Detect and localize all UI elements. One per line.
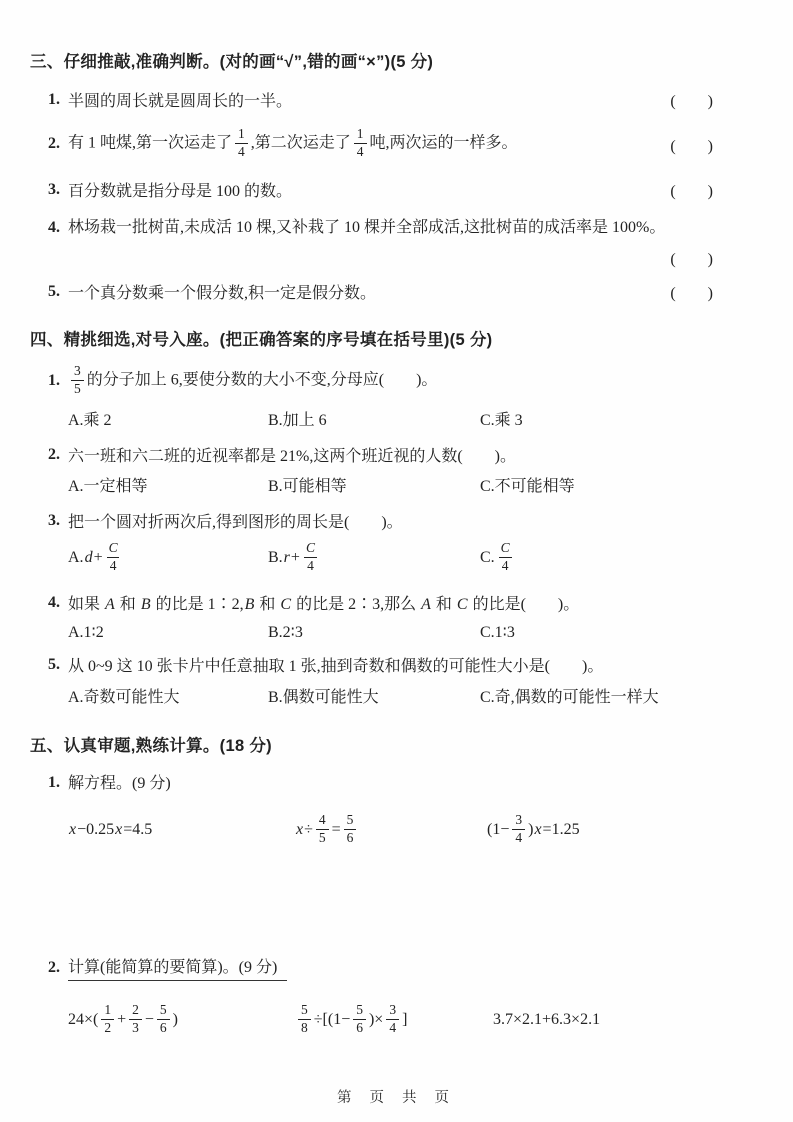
option-b[interactable]: B.偶数可能性大 bbox=[268, 689, 379, 706]
option-a[interactable]: A.乘 2 bbox=[68, 412, 112, 429]
option-c[interactable]: C.乘 3 bbox=[480, 412, 523, 429]
option-b[interactable]: B.可能相等 bbox=[268, 478, 347, 495]
subsection-label: 解方程。(9 分) bbox=[68, 775, 171, 792]
equation-3: (1− $\frac{3}{4}$ ) x =1.25 bbox=[487, 812, 580, 845]
option-b[interactable]: B.加上 6 bbox=[268, 412, 327, 429]
option-c[interactable]: C.奇,偶数的可能性一样大 bbox=[480, 689, 659, 706]
judgment-item-4 bbox=[48, 214, 753, 237]
fraction: $\frac{3}{5}$ bbox=[71, 364, 84, 395]
question-text: 六一班和六二班的近视率都是 21%,这两个班近视的人数( )。 bbox=[68, 448, 516, 465]
fraction: $\frac{5}{6}$ bbox=[353, 1003, 366, 1034]
expressions-row bbox=[68, 994, 763, 1046]
fraction: $\frac{C}{4}$ bbox=[305, 540, 315, 573]
math-variable: C bbox=[456, 596, 468, 613]
question-number: 2. bbox=[48, 445, 60, 463]
question-number: 1. bbox=[48, 372, 60, 389]
fraction: $\frac{5}{6}$ bbox=[344, 813, 357, 844]
fraction: $\frac{1}{4}$ bbox=[354, 127, 367, 158]
math-variable: x bbox=[69, 821, 77, 838]
judgment-item-2 bbox=[48, 121, 713, 167]
answer-bracket[interactable]: ( ) bbox=[670, 93, 713, 110]
judgment-item-5 bbox=[48, 280, 713, 303]
option-c[interactable]: C.1∶3 bbox=[480, 624, 515, 641]
math-variable: A bbox=[105, 596, 115, 613]
equation-2: x ÷ $\frac{4}{5}$ = $\frac{5}{6}$ bbox=[295, 814, 487, 845]
answer-bracket[interactable]: ( ) bbox=[670, 183, 713, 200]
subsection-calculate bbox=[48, 954, 753, 981]
expression-3: 3.7×2.1+6.3×2.1 bbox=[493, 1011, 601, 1028]
fraction: $\frac{3}{4}$ bbox=[386, 1003, 399, 1034]
fraction: $\frac{C}{4}$ bbox=[108, 540, 118, 573]
equation-1: x −0.25 x =4.5 bbox=[69, 821, 153, 838]
item-text: 有 1 吨煤,第一次运走了 $\frac{1}{4}$ ,第二次运走了 $\frac{1}{4}$ 吨,两次运的一样多。 bbox=[68, 126, 518, 159]
option-c[interactable]: C.不可能相等 bbox=[480, 478, 575, 495]
item-text: 林场栽一批树苗,未成活 10 棵,又补栽了 10 棵并全部成活,这批树苗的成活率是 100%。 bbox=[68, 219, 666, 236]
option-a[interactable]: A.奇数可能性大 bbox=[68, 689, 180, 706]
option-a[interactable]: A. d + $\frac{C}{4}$ bbox=[68, 542, 268, 573]
question-text: 把一个圆对折两次后,得到图形的周长是( )。 bbox=[68, 514, 403, 531]
math-variable: x bbox=[296, 821, 304, 838]
choice-question-4 bbox=[48, 591, 753, 614]
answer-bracket[interactable]: ( ) bbox=[670, 137, 713, 155]
item-number: 5. bbox=[48, 282, 60, 300]
options-row bbox=[68, 684, 763, 707]
option-c[interactable]: C. $\frac{C}{4}$ bbox=[480, 542, 763, 573]
fraction: $\frac{1}{2}$ bbox=[101, 1003, 114, 1034]
fraction: $\frac{1}{4}$ bbox=[235, 127, 248, 158]
question-number: 3. bbox=[48, 511, 60, 529]
section-4-title: 四、精挑细选,对号入座。(把正确答案的序号填在括号里)(5 分) bbox=[30, 331, 493, 349]
options-row bbox=[68, 407, 763, 430]
page-footer: 第 页 共 页 bbox=[336, 1090, 457, 1106]
choice-question-3 bbox=[48, 509, 753, 532]
math-variable: B bbox=[244, 596, 255, 613]
math-variable: x bbox=[534, 821, 542, 838]
fraction: $\frac{5}{8}$ bbox=[298, 1003, 311, 1034]
item-number: 3. bbox=[48, 180, 60, 198]
question-text: 从 0~9 这 10 张卡片中任意抽取 1 张,抽到奇数和偶数的可能性大小是( )。 bbox=[68, 658, 604, 675]
options-row bbox=[68, 473, 763, 496]
question-text: 如果 A 和 B 的比是 1∶2,B 和 C 的比是 2∶3,那么 A 和 C 的比是( )。 bbox=[68, 596, 580, 613]
math-variable: r bbox=[283, 549, 290, 566]
question-text: $\frac{3}{5}$ 的分子加上 6,要使分数的大小不变,分母应( )。 bbox=[68, 365, 437, 396]
item-text: 一个真分数乘一个假分数,积一定是假分数。 bbox=[68, 285, 377, 302]
option-a[interactable]: A.1∶2 bbox=[68, 624, 104, 641]
subsection-label: 计算(能简算的要简算)。(9 分) bbox=[68, 954, 287, 981]
answer-bracket[interactable]: ( ) bbox=[670, 251, 713, 268]
fraction: $\frac{3}{4}$ bbox=[512, 813, 525, 844]
item-text: 半圆的周长就是圆周长的一半。 bbox=[68, 93, 293, 110]
fraction: $\frac{2}{3}$ bbox=[129, 1003, 142, 1034]
question-number: 4. bbox=[48, 593, 60, 611]
choice-question-5 bbox=[48, 653, 753, 676]
judgment-item-3 bbox=[48, 178, 713, 201]
math-variable: C bbox=[280, 596, 292, 613]
choice-question-2 bbox=[48, 443, 753, 466]
expression-1: 24×( $\frac{1}{2}$ + $\frac{2}{3}$ − $\frac{5}{6}$ ) bbox=[68, 1002, 178, 1035]
expression-2: $\frac{5}{8}$ ÷[(1− $\frac{5}{6}$ )× $\frac{3}{4}$ ] bbox=[295, 1004, 493, 1035]
fraction: $\frac{5}{6}$ bbox=[157, 1003, 170, 1034]
section-5-title: 五、认真审题,熟练计算。(18 分) bbox=[30, 737, 272, 755]
judgment-item-1 bbox=[48, 88, 713, 111]
equations-row bbox=[68, 805, 763, 855]
subsection-number: 1. bbox=[48, 773, 60, 791]
fraction: $\frac{C}{4}$ bbox=[500, 540, 510, 573]
answer-bracket[interactable]: ( ) bbox=[670, 285, 713, 302]
fraction: $\frac{4}{5}$ bbox=[316, 813, 329, 844]
item-text: 百分数就是指分母是 100 的数。 bbox=[68, 183, 293, 200]
options-row bbox=[68, 622, 763, 642]
subsection-number: 2. bbox=[48, 958, 60, 976]
question-number: 5. bbox=[48, 655, 60, 673]
subsection-solve-equations bbox=[48, 770, 753, 795]
math-variable: d bbox=[84, 549, 93, 566]
item-number: 1. bbox=[48, 90, 60, 108]
option-b[interactable]: B.2∶3 bbox=[268, 624, 303, 641]
math-variable: x bbox=[115, 821, 123, 838]
math-variable: A bbox=[421, 596, 431, 613]
options-row bbox=[68, 534, 763, 582]
option-a[interactable]: A.一定相等 bbox=[68, 478, 148, 495]
math-variable: B bbox=[140, 596, 151, 613]
choice-question-1 bbox=[48, 358, 753, 404]
item-number: 2. bbox=[48, 135, 60, 152]
option-b[interactable]: B. r + $\frac{C}{4}$ bbox=[268, 542, 480, 573]
section-3-title: 三、仔细推敲,准确判断。(对的画“√”,错的画“×”)(5 分) bbox=[30, 53, 434, 71]
item-number: 4. bbox=[48, 219, 60, 236]
